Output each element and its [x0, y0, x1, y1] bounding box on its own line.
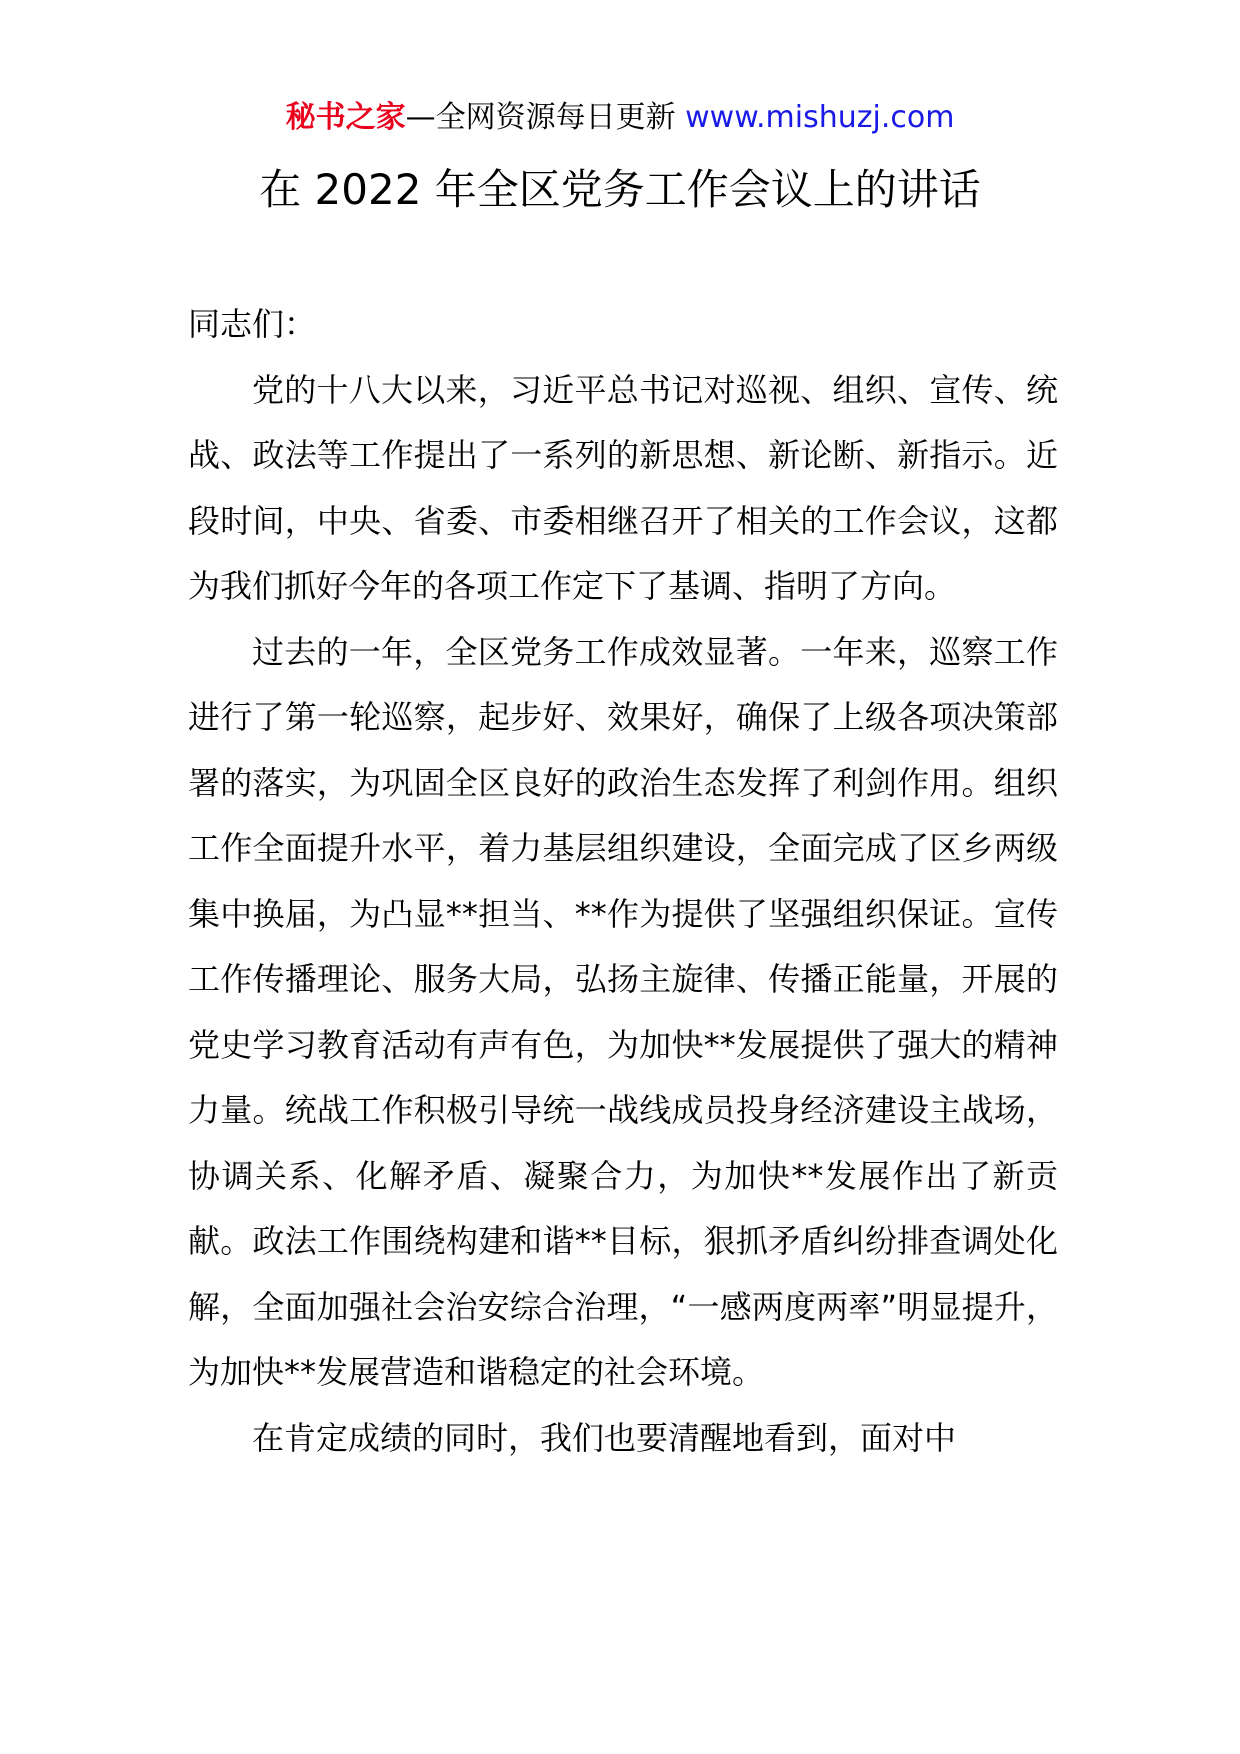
- site-url-link[interactable]: www.mishuzj.com: [685, 100, 955, 135]
- salutation: 同志们：: [188, 305, 317, 343]
- document-title: 在 2022 年全区党务工作会议上的讲话: [259, 165, 981, 214]
- paragraph-3: 在肯定成绩的同时，我们也要清醒地看到，面对中: [252, 1418, 957, 1457]
- document-body: [188, 292, 1058, 1471]
- paragraph-1: 党的十八大以来，习近平总书记对巡视、组织、宣传、统战、政法等工作提出了一系列的新思想、新论断、新指示。近段时间，中央、省委、市委相继召开了相关的工作会议，这都为我们抓好今年的各项工作定下了基调、指明了方向。: [188, 370, 1058, 605]
- paragraph-2: 过去的一年，全区党务工作成效显著。一年来，巡察工作进行了第一轮巡察，起步好、效果好，确保了上级各项决策部署的落实，为巩固全区良好的政治生态发挥了利剑作用。组织工作全面提升水平，着力基层组织建设，全面完成了区乡两级集中换届，为凸显**担当、**作为提供了坚强组织保证。宣传工作传播理论、服务大局，弘扬主旋律、传播正能量，开展的党史学习教育活动有声有色，为加快**发展提供了强大的精神力量。统战工作积极引导统一战线成员投身经济建设主战场，协调关系、化解矛盾、凝聚合力，为加快**发展作出了新贡献。政法工作围绕构建和谐**目标，狠抓矛盾纠纷排查调处化解，全面加强社会治安综合治理，“一感两度两率”明显提升，为加快**发展营造和谐稳定的社会环境。: [188, 632, 1058, 1391]
- site-tagline: —全网资源每日更新: [405, 100, 676, 135]
- brand-name: 秘书之家: [285, 100, 406, 135]
- site-header: [0, 98, 1240, 138]
